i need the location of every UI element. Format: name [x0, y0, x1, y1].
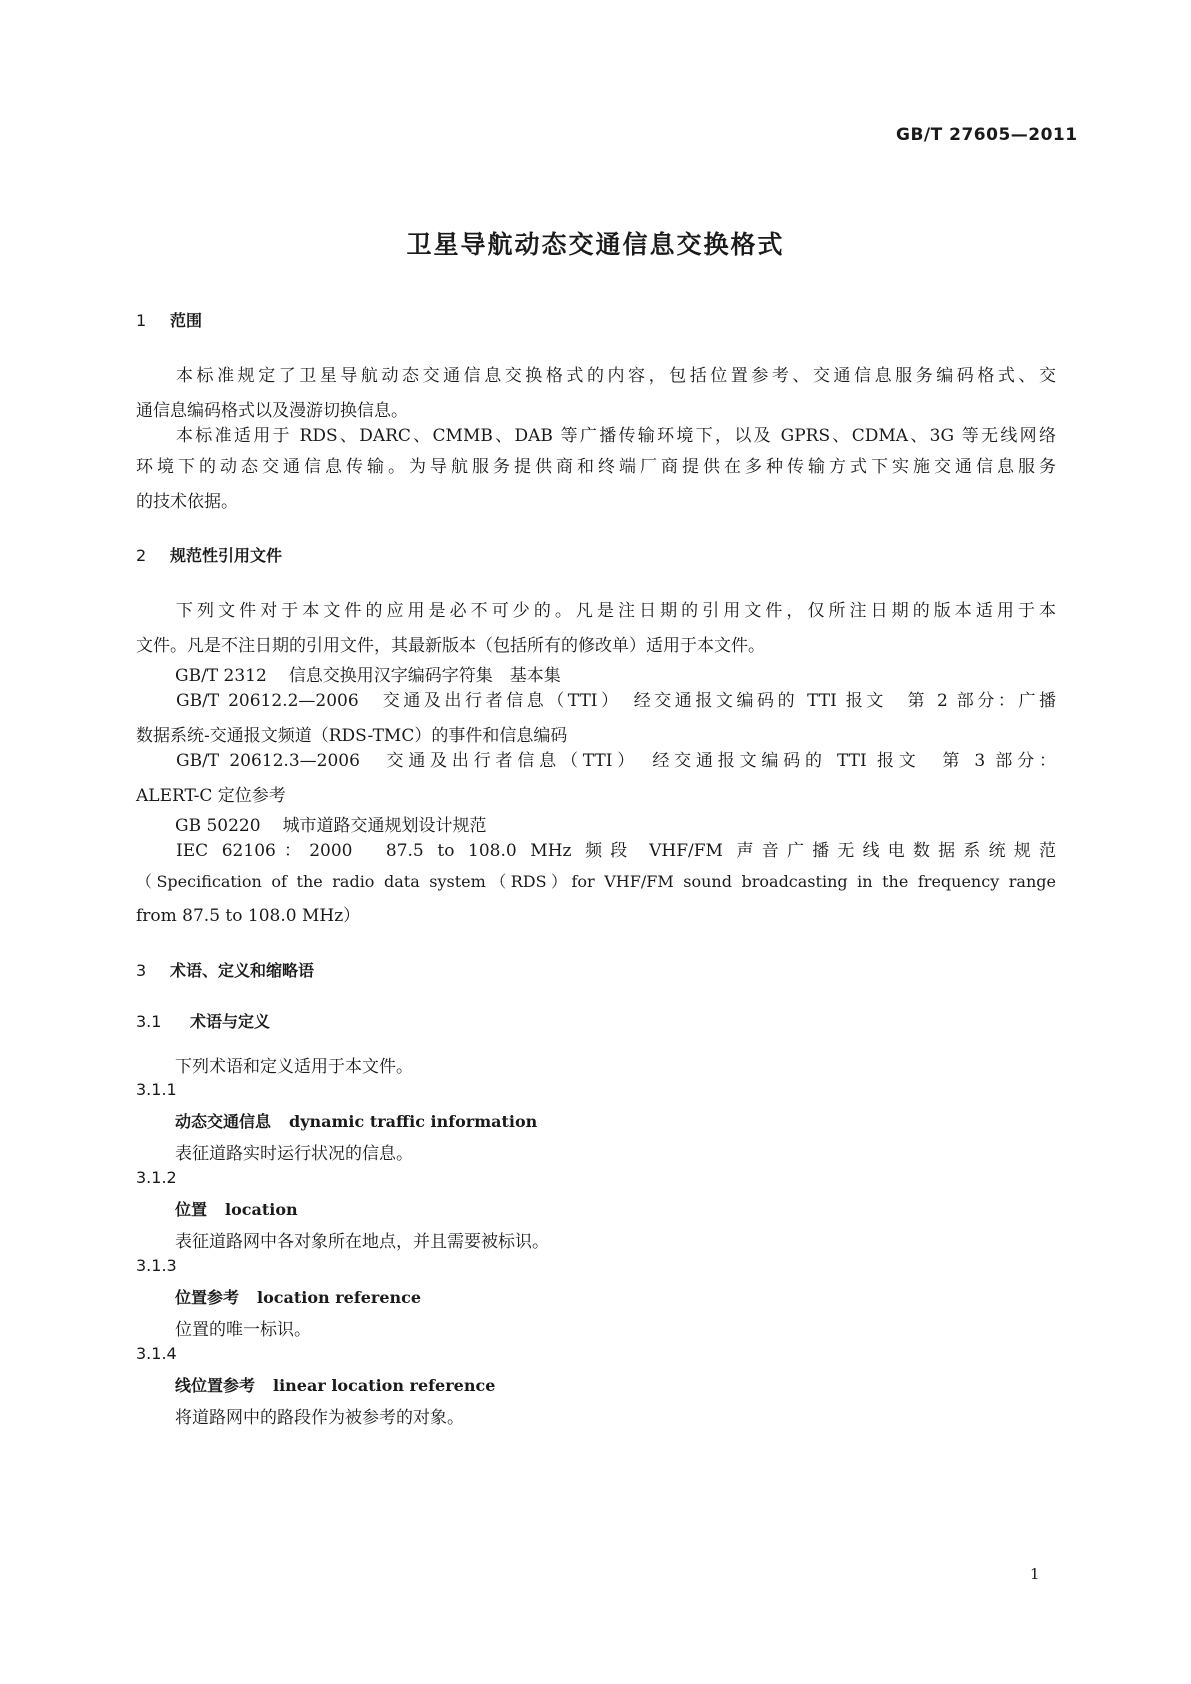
- term-english: location: [225, 1200, 298, 1219]
- term-number: 3.1.1: [136, 1080, 177, 1099]
- standard-number: GB/T 27605—2011: [896, 125, 1078, 145]
- section-number: 1: [136, 311, 147, 330]
- term-definition: 位置的唯一标识。: [175, 1320, 311, 1340]
- terms-intro: 下列术语和定义适用于本文件。: [175, 1057, 413, 1077]
- section-title: 术语、定义和缩略语: [170, 961, 315, 980]
- reference-title: 城市道路交通规划设计规范: [282, 816, 487, 836]
- section-number: 3.1: [136, 1012, 162, 1031]
- term-number: 3.1.2: [136, 1168, 177, 1187]
- term-english: location reference: [257, 1288, 422, 1307]
- reference-item-2-line-2: 数据系统-交通报文频道（RDS-TMC）的事件和信息编码: [136, 726, 568, 746]
- term-number: 3.1.3: [136, 1256, 177, 1275]
- scope-paragraph-2-line-3: 的技术依据。: [136, 492, 238, 512]
- reference-item-2-line-1: GB/T 20612.2—2006 交通及出行者信息（TTI） 经交通报文编码的 TTI 报文 第 2 部分：广播: [176, 691, 1056, 711]
- scope-paragraph-1-line-1: 本标准规定了卫星导航动态交通信息交换格式的内容，包括位置参考、交通信息服务编码格式、交: [176, 366, 1056, 386]
- term-definition: 将道路网中的路段作为被参考的对象。: [175, 1408, 464, 1428]
- term-chinese: 位置: [175, 1200, 208, 1219]
- scope-paragraph-2-line-2: 环境下的动态交通信息传输。为导航服务提供商和终端厂商提供在多种传输方式下实施交通信息服务: [136, 457, 1056, 477]
- reference-item-3-line-1: GB/T 20612.3—2006 交通及出行者信息（TTI） 经交通报文编码的 TTI 报文 第 3 部分：: [176, 751, 1056, 771]
- term-chinese: 线位置参考: [175, 1376, 256, 1395]
- term-number: 3.1.4: [136, 1344, 177, 1363]
- reference-item-5-line-2: （Specification of the radio data system（RDS）for VHF/FM sound broadcasting in the frequency range: [136, 872, 1056, 891]
- term-definition: 表征道路实时运行状况的信息。: [175, 1144, 413, 1164]
- term-chinese: 位置参考: [175, 1288, 240, 1307]
- term-heading: [175, 1373, 495, 1396]
- reference-item-5-line-1: IEC 62106：2000 87.5 to 108.0 MHz 频段 VHF/FM 声音广播无线电数据系统规范: [176, 841, 1056, 861]
- reference-item-3-line-2: ALERT-C 定位参考: [136, 786, 286, 806]
- scope-paragraph-1-line-2: 通信息编码格式以及漫游切换信息。: [136, 401, 408, 421]
- reference-title: 信息交换用汉字编码字符集 基本集: [288, 666, 561, 686]
- reference-code: GB 50220: [175, 816, 261, 836]
- document-title: 卫星导航动态交通信息交换格式: [406, 230, 785, 259]
- reference-item: [175, 811, 487, 836]
- term-chinese: 动态交通信息: [175, 1112, 272, 1131]
- reference-item: [175, 661, 561, 686]
- section-3-heading: [136, 958, 314, 981]
- section-title: 范围: [170, 311, 203, 330]
- section-title: 规范性引用文件: [170, 546, 283, 565]
- term-heading: [175, 1109, 537, 1132]
- reference-item-5-line-3: from 87.5 to 108.0 MHz）: [136, 906, 361, 926]
- term-heading: [175, 1197, 298, 1220]
- section-2-heading: [136, 543, 282, 566]
- section-title: 术语与定义: [190, 1012, 271, 1031]
- section-number: 3: [136, 961, 147, 980]
- section-number: 2: [136, 546, 147, 565]
- section-3-1-heading: [136, 1009, 270, 1032]
- references-intro-line-1: 下列文件对于本文件的应用是必不可少的。凡是注日期的引用文件，仅所注日期的版本适用于本: [176, 601, 1056, 621]
- section-1-heading: [136, 308, 202, 331]
- term-definition: 表征道路网中各对象所在地点，并且需要被标识。: [175, 1232, 549, 1252]
- reference-code: GB/T 2312: [175, 666, 267, 686]
- scope-paragraph-2-line-1: 本标准适用于 RDS、DARC、CMMB、DAB 等广播传输环境下，以及 GPRS、CDMA、3G 等无线网络: [176, 426, 1056, 446]
- term-heading: [175, 1285, 421, 1308]
- references-intro-line-2: 文件。凡是不注日期的引用文件，其最新版本（包括所有的修改单）适用于本文件。: [136, 636, 765, 656]
- page-number: 1: [1030, 1565, 1040, 1583]
- term-english: linear location reference: [273, 1376, 496, 1395]
- term-english: dynamic traffic information: [289, 1112, 538, 1131]
